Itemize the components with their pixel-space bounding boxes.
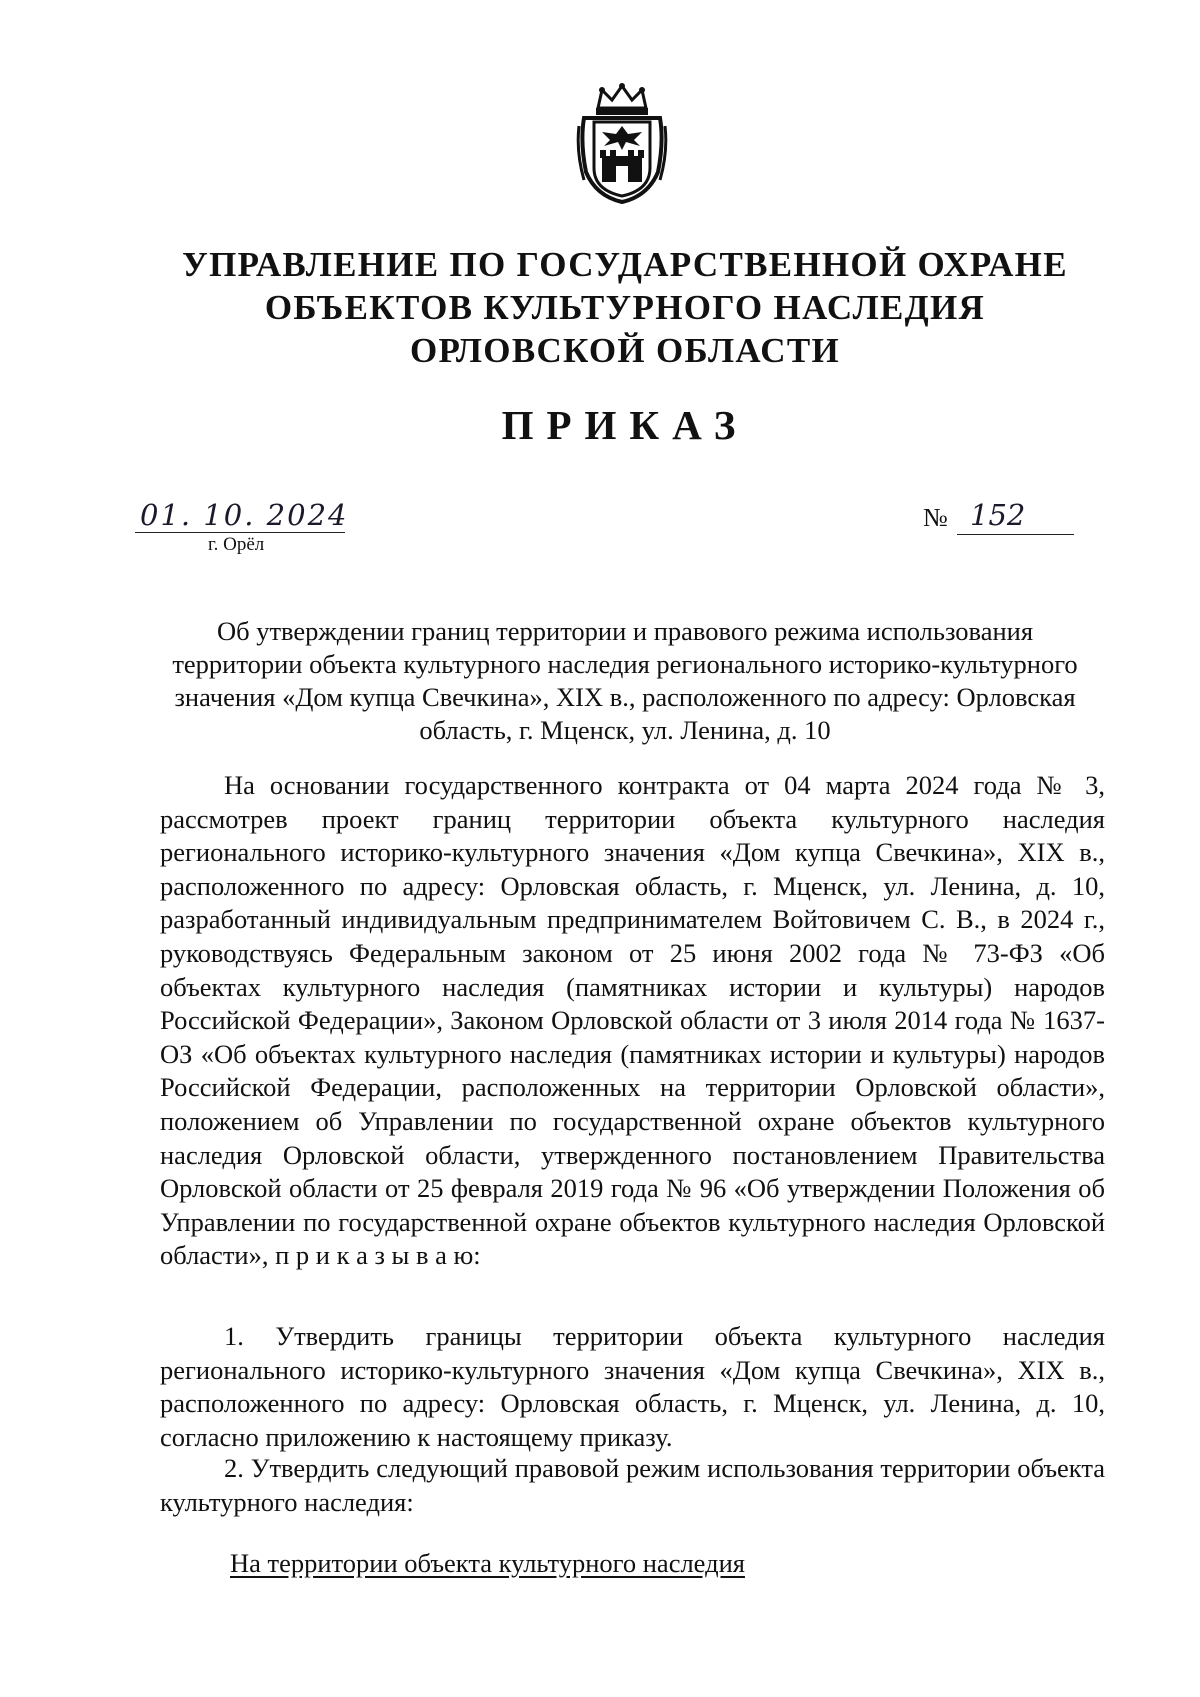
date-underline — [135, 532, 345, 533]
item-1-text: 1. Утвердить границы территории объекта культурного наследия регионального историко-культурного значения «Дом купца Свечкина», XIX в., расположенного по адресу: Орловская область, г. Мценск, ул. Ленина, д. 10, согласно приложению к настоящему приказу. — [160, 1321, 1105, 1452]
org-name-line-1: УПРАВЛЕНИЕ ПО ГОСУДАРСТВЕННОЙ ОХРАНЕ — [182, 245, 1068, 284]
order-item-1 — [160, 1320, 1105, 1454]
city-label: г. Орёл — [208, 534, 265, 555]
org-name-line-2: ОБЪЕКТОВ КУЛЬТУРНОГО НАСЛЕДИЯ — [264, 288, 986, 327]
basis-text: На основании государственного контракта от 04 марта 2024 года № 3, рассмотрев проект границ территории объекта культурного наследия регионального историко-культурного значения «Дом купца Свечкина», XIX в., расположенного по адресу: Орловская область, г. Мценск, ул. Ленина, д. 10, разработанный индивидуальным предпринимателем Войтовичем С. В., в 2024 г., руководствуясь Федеральным законом от 25 июня 2002 года № 73-ФЗ «Об объектах культурного наследия (памятниках истории и культуры) народов Российской Федерации», Законом Орловской области от 3 июля 2014 года № 1637-ОЗ «Об объектах культурного наследия (памятниках истории и культуры) народов Российской Федерации, расположенных на территории Орловской области», положением об Управлении по государственной охране объектов культурного наследия Орловской области, утвержденного постановлением Правительства Орловской области от 25 февраля 2019 года № 96 «Об утверждении Положения об Управлении по государственной охране объектов культурного наследия Орловской области», п р и к а з ы в а ю: — [160, 770, 1105, 1271]
coat-of-arms-icon — [576, 82, 668, 204]
section-subheading: На территории объекта культурного наследия — [230, 1548, 745, 1578]
number-underline — [957, 534, 1074, 535]
handwritten-date: 01. 10. 2024 — [140, 498, 349, 532]
item-2-text: 2. Утвердить следующий правовой режим использования территории объекта культурного наследия: — [160, 1453, 1105, 1517]
order-item-2 — [160, 1452, 1105, 1519]
number-label: № — [923, 503, 948, 532]
document-type-title: ПРИКАЗ — [501, 402, 749, 448]
handwritten-number: 152 — [970, 498, 1026, 532]
order-subject: Об утверждении границ территории и правового режима использования территории объекта культурного наследия регионального историко-культурного значения «Дом купца Свечкина», XIX в., расположенного по адресу: Орловская область, г. Мценск, ул. Ленина, д. 10 — [172, 616, 1078, 745]
basis-paragraph — [160, 769, 1105, 1273]
org-name-line-3: ОРЛОВСКОЙ ОБЛАСТИ — [409, 331, 841, 370]
